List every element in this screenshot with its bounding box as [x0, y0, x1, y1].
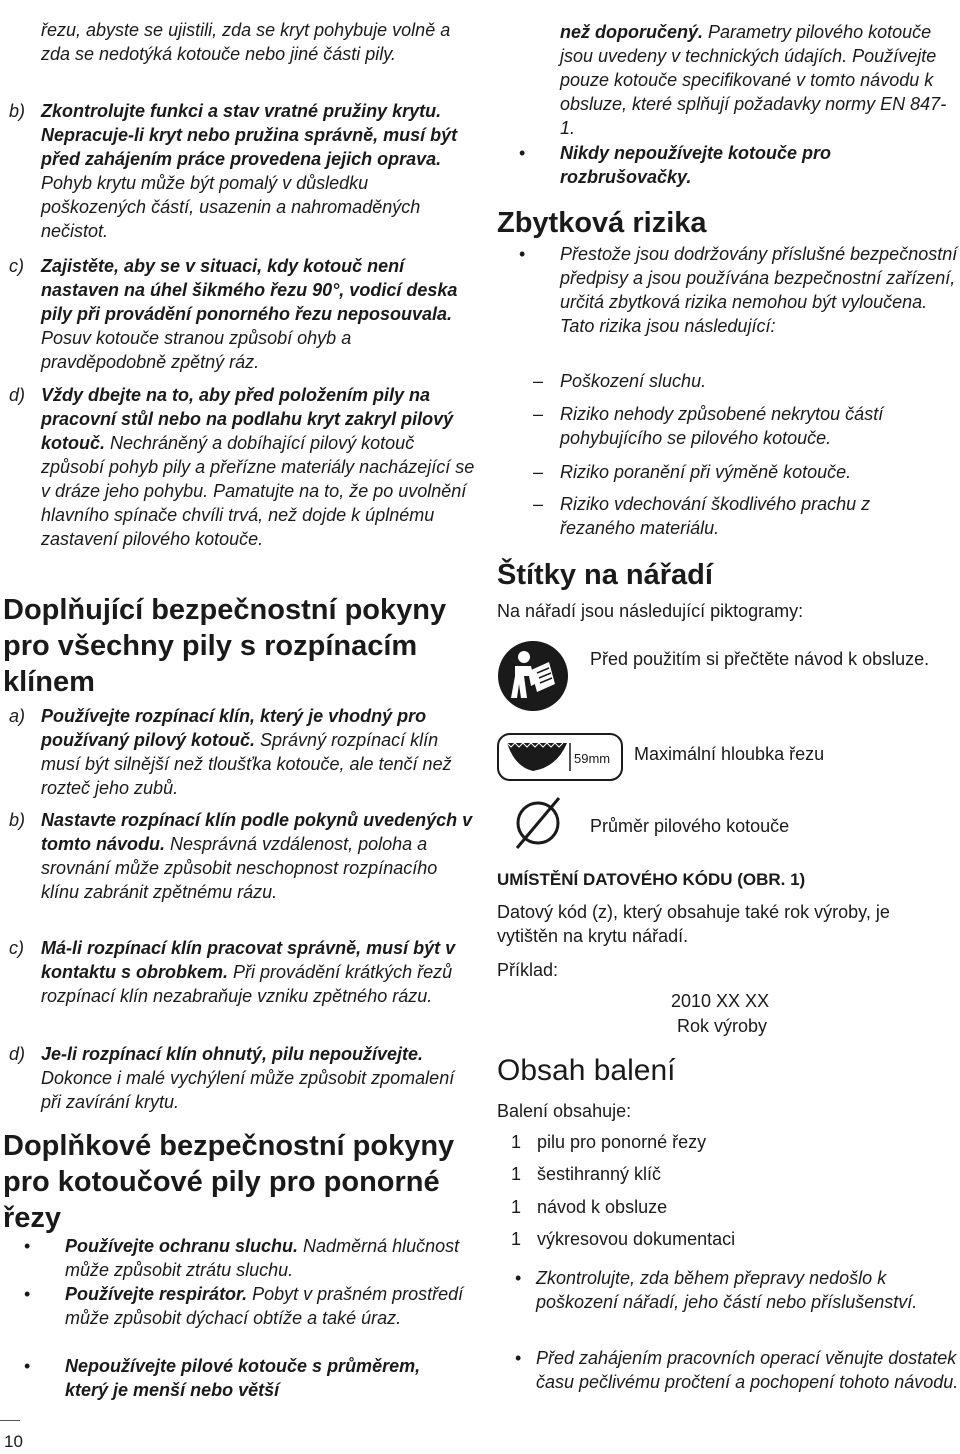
example-label	[497, 958, 957, 982]
heading-labels: Štítky na nářadí	[497, 559, 713, 591]
bullet-text: Pobyt v prašném prostředí může způsobit dýchací obtíže a také úraz.	[65, 1284, 464, 1328]
dash-marker: –	[533, 494, 544, 514]
list-label: b)	[9, 810, 26, 830]
cont-text: Parametry pilového kotouče jsou uvedeny v technických údajích. Používejte pouze kotouče specifikované v tomto návodu k obsluze, které splňují požadavky normy EN 847-1.	[560, 22, 947, 138]
item-c-text: Posuv kotouče stranou způsobí ohyb a pravděpodobně zpětný ráz.	[41, 328, 352, 372]
package-intro-text: Balení obsahuje:	[497, 1101, 632, 1121]
datecode-body	[497, 900, 945, 948]
risk-text: Riziko nehody způsobené nekrytou částí pohybujícího se pilového kotouče.	[560, 404, 884, 448]
list-label: b)	[9, 101, 26, 121]
diameter-icon	[511, 796, 565, 850]
intro-continuation	[41, 18, 478, 66]
cut-depth-icon	[497, 733, 623, 781]
package-item-text: šestihranný klíč	[537, 1164, 662, 1184]
example-code-text: 2010 XX XX	[671, 991, 770, 1011]
item-b-bold: Zkontrolujte funkci a stav vratné pružiny krytu. Nepracuje-li kryt nebo pružina správně, musí být před zahájením práce provedena jejich oprava.	[41, 101, 458, 169]
blade-continuation	[560, 20, 957, 140]
section-heading-risks	[497, 205, 957, 241]
dash-marker: –	[533, 462, 544, 482]
risks-intro-text: Přestože jsou dodržovány příslušné bezpečnostní předpisy a jsou používána bezpečnostní zařízení, určitá zbytková rizika nemohou být vyloučena. Tato rizika jsou následující:	[560, 244, 958, 336]
section-heading-wedge	[3, 592, 472, 700]
labels-intro	[497, 599, 957, 623]
section-heading-labels	[497, 557, 957, 593]
dash-marker: –	[533, 404, 544, 424]
bullet-dot: •	[519, 143, 526, 163]
bullet-dot: •	[24, 1236, 31, 1256]
example-caption	[677, 1014, 957, 1038]
cont-bold: než doporučený.	[560, 22, 704, 42]
final-bullet-text: Před zahájením pracovních operací věnujte dostatek času pečlivému pročtení a pochopení tohoto návodu.	[536, 1348, 959, 1392]
intro-text: řezu, abyste se ujistili, zda se kryt pohybuje volně a zda se nedotýká kotouče nebo jiné části pily.	[41, 20, 451, 64]
bullet-bold: Nepoužívejte pilové kotouče s průměrem, který je menší nebo větší	[65, 1356, 421, 1400]
list-label: a)	[9, 706, 26, 726]
wedge-d-text: Dokonce i malé vychýlení může způsobit zpomalení při zavírání krytu.	[41, 1068, 455, 1112]
heading-wedge: Doplňující bezpečnostní pokyny pro všechny pily s rozpínacím klínem	[3, 594, 447, 698]
list-label: c)	[9, 256, 24, 276]
section-heading-plunge	[3, 1128, 456, 1236]
item-d-bold: Vždy dbejte na to, aby před položením pily na pracovní stůl nebo na podlahu kryt zakryl pilový kotouč.	[41, 385, 454, 453]
bullet-text: Nadměrná hlučnost může způsobit ztrátu sluchu.	[65, 1236, 460, 1280]
bullet-dot: •	[515, 1268, 522, 1288]
section-heading-package	[497, 1053, 957, 1089]
risk-text: Riziko poranění při výměně kotouče.	[560, 462, 852, 482]
wedge-b-text: Nesprávná vzdálenost, poloha a srovnání může způsobit neschopnost rozpínacího klínu zabránit zpětnému rázu.	[41, 834, 438, 902]
read-manual-icon	[497, 640, 569, 712]
example-code	[671, 989, 957, 1013]
pictogram-text: Před použitím si přečtěte návod k obsluze.	[590, 649, 930, 669]
package-qty: 1	[511, 1132, 522, 1152]
dash-marker: –	[533, 371, 544, 391]
risk-text: Poškození sluchu.	[560, 371, 707, 391]
item-d-text: Nechráněný a dobíhající pilový kotouč způsobí pohyb pily a přeřízne materiály nacházející se v dráze jeho pohybu. Pamatujte na to, že po uvolnění hlavního spínače chvíli trvá, než dojde k úplnému zastavení pilového kotouče.	[41, 433, 475, 549]
bullet-dot: •	[24, 1356, 31, 1376]
package-item-text: pilu pro ponorné řezy	[537, 1132, 707, 1152]
pictogram-text: Maximální hloubka řezu	[634, 744, 825, 764]
bullet-dot: •	[515, 1348, 522, 1368]
package-item-text: návod k obsluze	[537, 1197, 668, 1217]
datecode-text: Datový kód (z), který obsahuje také rok výroby, je vytištěn na krytu nářadí.	[497, 902, 890, 946]
heading-risks: Zbytková rizika	[497, 207, 707, 239]
page-number: 10	[4, 1432, 23, 1451]
pictogram-3-label	[590, 814, 957, 838]
datecode-heading-text: UMÍSTĚNÍ DATOVÉHO KÓDU (OBR. 1)	[497, 870, 806, 889]
datecode-heading	[497, 868, 957, 892]
example-label-text: Příklad:	[497, 960, 559, 980]
labels-intro-text: Na nářadí jsou následující piktogramy:	[497, 601, 804, 621]
bullet-bold: Používejte ochranu sluchu.	[65, 1236, 299, 1256]
heading-package: Obsah balení	[497, 1054, 676, 1087]
risk-text: Riziko vdechování škodlivého prachu z řezaného materiálu.	[560, 494, 871, 538]
depth-value: 59mm	[574, 751, 611, 766]
cont-bullet-bold: Nikdy nepoužívejte kotouče pro rozbrušovačky.	[560, 143, 832, 187]
wedge-c-bold: Má-li rozpínací klín pracovat správně, musí být v kontaktu s obrobkem.	[41, 938, 456, 982]
wedge-a-bold: Používejte rozpínací klín, který je vhodný pro používaný pilový kotouč.	[41, 706, 427, 750]
package-qty: 1	[511, 1164, 522, 1184]
package-qty: 1	[511, 1197, 522, 1217]
package-item-text: výkresovou dokumentaci	[537, 1229, 736, 1249]
bullet-bold: Používejte respirátor.	[65, 1284, 248, 1304]
bullet-dot: •	[24, 1284, 31, 1304]
pictogram-text: Průměr pilového kotouče	[590, 816, 790, 836]
package-qty: 1	[511, 1229, 522, 1249]
footer-rule	[0, 1420, 20, 1421]
heading-plunge: Doplňkové bezpečnostní pokyny pro kotoučové pily pro ponorné řezy	[3, 1130, 455, 1234]
pictogram-2-label	[634, 742, 957, 766]
final-bullet-text: Zkontrolujte, zda během přepravy nedošlo k poškození nářadí, jeho částí nebo příslušenství.	[536, 1268, 918, 1312]
wedge-d-bold: Je-li rozpínací klín ohnutý, pilu nepoužívejte.	[41, 1044, 424, 1064]
item-b-text: Pohyb krytu může být pomalý v důsledku poškozených částí, usazenin a nahromaděných nečistot.	[41, 173, 421, 241]
list-label: c)	[9, 938, 24, 958]
example-caption-text: Rok výroby	[677, 1016, 768, 1036]
wedge-a-text: Správný rozpínací klín musí být silnější než tloušťka kotouče, ale tenčí než rozteč jeho zubů.	[41, 730, 452, 798]
item-c-bold: Zajistěte, aby se v situaci, kdy kotouč není nastaven na úhel šikmého řezu 90°, vodicí deska pily při provádění ponorného řezu neposouvala.	[41, 256, 458, 324]
package-intro	[497, 1099, 957, 1123]
wedge-b-bold: Nastavte rozpínací klín podle pokynů uvedených v tomto návodu.	[41, 810, 473, 854]
list-label: d)	[9, 1044, 26, 1064]
list-label: d)	[9, 385, 26, 405]
bullet-dot: •	[519, 244, 526, 264]
wedge-c-text: Při provádění krátkých řezů rozpínací klín nezabraňuje vzniku zpětného rázu.	[41, 962, 453, 1006]
pictogram-1-label	[590, 647, 957, 671]
